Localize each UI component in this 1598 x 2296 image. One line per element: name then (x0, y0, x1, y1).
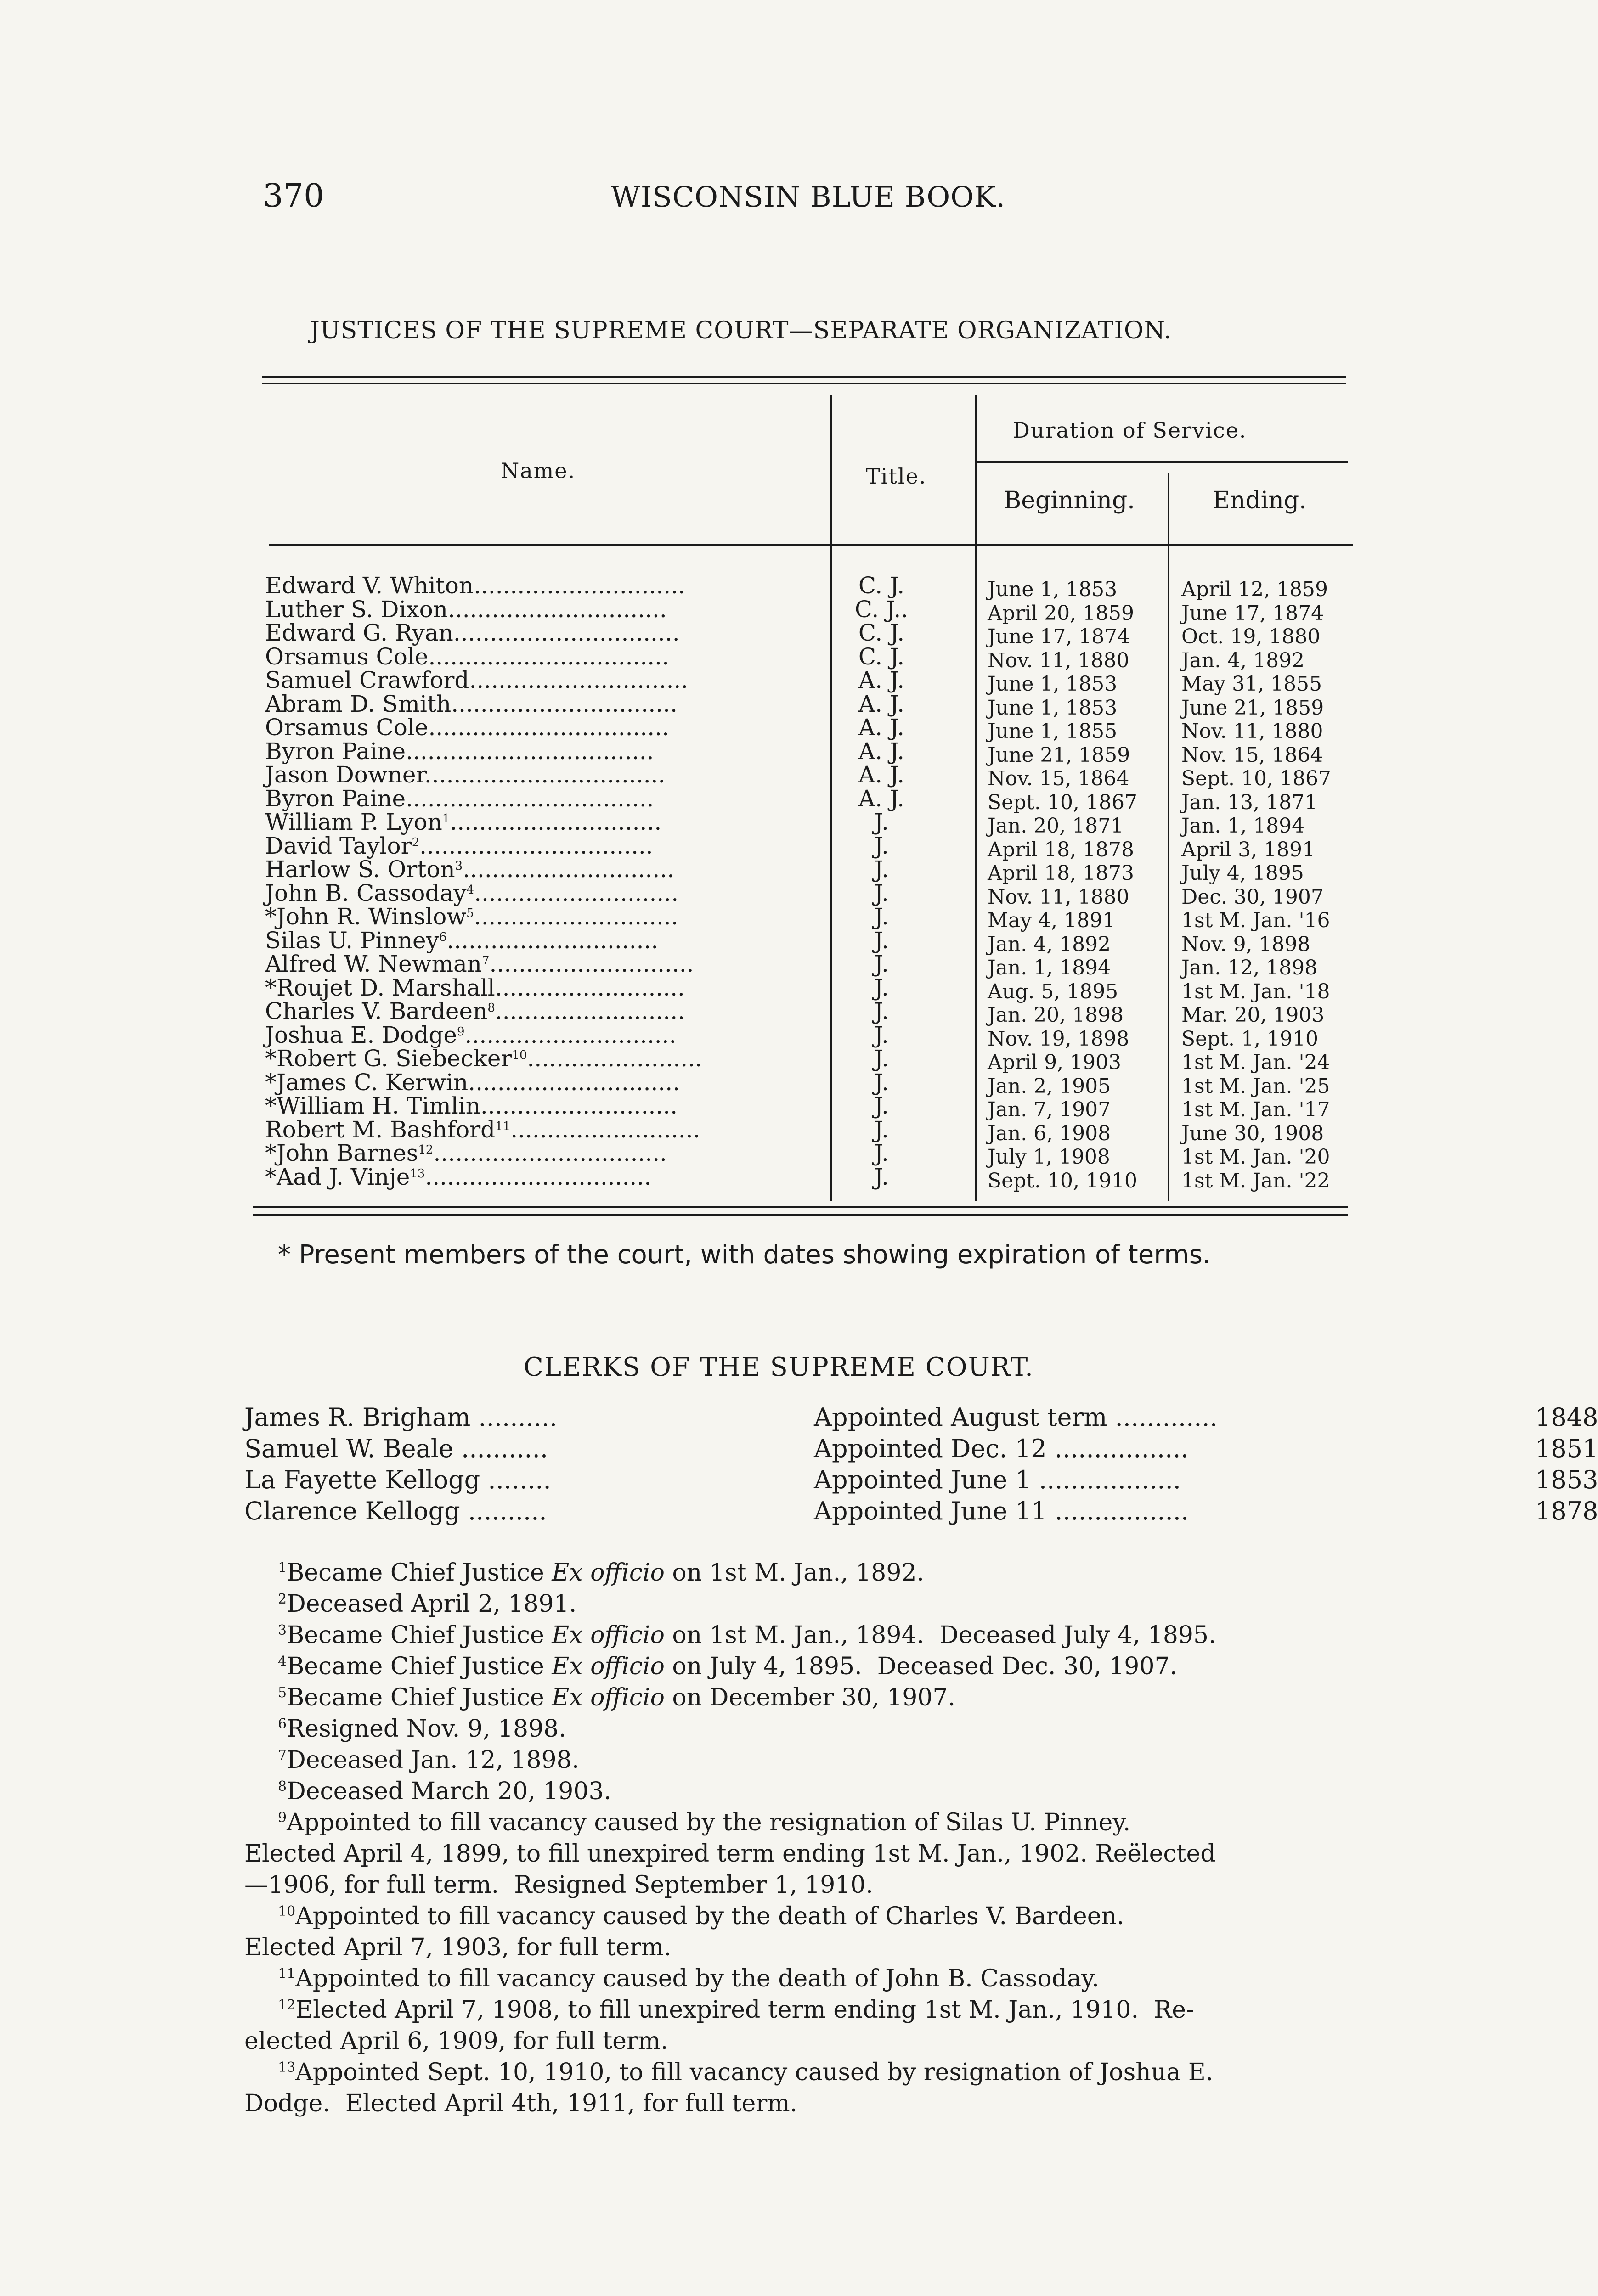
leader-dots: ................................. (428, 643, 669, 670)
justice-name: Byron Paine.................................. (265, 737, 654, 765)
leader-dots: ............................... (451, 690, 678, 717)
justice-ending: June 30, 1908 (1181, 1121, 1324, 1145)
justice-title: A. J. (858, 667, 904, 693)
justice-title: C. J. (858, 643, 905, 670)
footnote-line: Elected April 4, 1899, to fill unexpired term ending 1st M. Jan., 1902. Reëlected (244, 1840, 1216, 1868)
justice-ending: Mar. 20, 1903 (1181, 1003, 1325, 1027)
justice-ending: April 12, 1859 (1181, 578, 1328, 601)
justice-name: *Roujet D. Marshall.......................... (265, 974, 685, 1001)
justice-ending: June 21, 1859 (1181, 696, 1324, 720)
footnote-line: $^8$Deceased March 20, 1903. (278, 1778, 612, 1805)
leader-dots: .......................... (495, 998, 685, 1024)
justice-name: David Taylor$^2$................................ (265, 832, 653, 859)
justice-name: Orsamus Cole................................. (265, 643, 669, 670)
table-top-rule-thin (262, 383, 1346, 384)
leader-dots: .................................. (406, 785, 654, 812)
justice-beginning: Nov. 15, 1864 (988, 767, 1129, 790)
justice-ending: June 17, 1874 (1181, 601, 1324, 625)
footnote-line: $^{12}$Elected April 7, 1908, to fill unexpired term ending 1st M. Jan., 1910. Re- (278, 1996, 1194, 2024)
justice-beginning: April 20, 1859 (988, 601, 1135, 625)
clerk-name: Samuel W. Beale ........... (244, 1434, 548, 1463)
justice-name: *John R. Winslow$^5$............................ (265, 903, 678, 930)
justice-beginning: April 9, 1903 (988, 1051, 1122, 1074)
justice-ending: Oct. 19, 1880 (1181, 625, 1321, 648)
justice-name: Luther S. Dixon.............................. (265, 596, 667, 623)
justice-beginning: May 4, 1891 (988, 909, 1116, 932)
clerk-appointed: Appointed June 11 ................. (814, 1497, 1189, 1525)
justice-beginning: July 1, 1908 (988, 1145, 1110, 1169)
page-number: 370 (263, 177, 324, 214)
leader-dots: .......................... (510, 1116, 700, 1143)
justice-beginning: Aug. 5, 1895 (988, 979, 1118, 1003)
table-top-rule (262, 376, 1346, 378)
justice-beginning: Sept. 10, 1867 (988, 790, 1137, 814)
col-duration-header: Duration of Service. (1013, 418, 1247, 443)
leader-dots: ............................... (425, 1163, 652, 1190)
justice-name: Harlow S. Orton$^3$............................. (265, 856, 675, 883)
justice-ending: Sept. 10, 1867 (1181, 767, 1331, 790)
justice-title: A. J. (858, 785, 904, 812)
justice-name: William P. Lyon$^1$............................. (265, 809, 662, 835)
justice-beginning: Nov. 11, 1880 (988, 885, 1129, 909)
col-sep-2 (975, 395, 977, 1201)
justice-ending: Jan. 12, 1898 (1181, 956, 1318, 979)
footnote-line: Elected April 7, 1903, for full term. (244, 1934, 672, 1961)
leader-dots: ............................. (464, 1021, 677, 1048)
justice-ending: 1st M. Jan. '24 (1181, 1051, 1330, 1074)
justice-name: Orsamus Cole................................. (265, 714, 669, 741)
justice-ending: Jan. 1, 1894 (1181, 814, 1305, 838)
justice-ending: May 31, 1855 (1181, 672, 1322, 696)
clerk-year: 1878 (1535, 1497, 1598, 1525)
footnote-line: elected April 6, 1909, for full term. (244, 2027, 668, 2055)
table-bottom-rule-thick (253, 1214, 1348, 1216)
justice-name: *James C. Kerwin............................. (265, 1069, 680, 1096)
justice-title: A. J. (858, 737, 904, 765)
justice-beginning: June 1, 1853 (988, 578, 1118, 601)
clerk-appointed: Appointed August term ............. (814, 1403, 1218, 1432)
justice-beginning: April 18, 1873 (988, 861, 1135, 885)
justice-beginning-column (988, 578, 1137, 1193)
clerk-name: La Fayette Kellogg ........ (244, 1465, 551, 1494)
col-sep-3 (1168, 473, 1169, 1201)
justice-title: J. (874, 832, 889, 859)
justice-name: Robert M. Bashford$^{11}$.......................... (265, 1116, 700, 1143)
leader-dots: ................................ (433, 1140, 667, 1166)
col-title-header: Title. (866, 464, 927, 489)
justice-title: J. (874, 1092, 889, 1119)
justice-name: Silas U. Pinney$^6$............................. (265, 927, 659, 954)
justice-ending-column (1181, 578, 1331, 1193)
footnote-line: $^{10}$Appointed to fill vacancy caused by the death of Charles V. Bardeen. (278, 1902, 1124, 1930)
justice-beginning: June 21, 1859 (988, 743, 1130, 767)
justice-title: J. (874, 927, 889, 954)
justice-name: Byron Paine.................................. (265, 785, 654, 812)
clerk-year: 1853 (1535, 1465, 1598, 1494)
justice-name: *Robert G. Siebecker$^{10}$........................ (265, 1045, 702, 1072)
leader-dots: .................................. (406, 737, 654, 765)
justice-title: J. (874, 1069, 889, 1096)
leader-dots: ................................ (419, 832, 653, 859)
justice-beginning: Jan. 20, 1898 (988, 1003, 1124, 1027)
justice-title: J. (874, 809, 889, 835)
leader-dots: .............................. (469, 667, 689, 693)
justice-beginning: June 1, 1855 (988, 720, 1118, 743)
justice-title: J. (874, 1116, 889, 1143)
justice-title: J. (874, 903, 889, 930)
justice-beginning: June 1, 1853 (988, 672, 1118, 696)
leader-dots: ............................ (474, 879, 679, 906)
justice-ending: Dec. 30, 1907 (1181, 885, 1324, 909)
justice-ending: 1st M. Jan. '18 (1181, 979, 1330, 1003)
justice-title: A. J. (858, 714, 904, 741)
justice-ending: 1st M. Jan. '16 (1181, 909, 1330, 932)
justice-titles-column (832, 574, 931, 1189)
col-ending-header: Ending. (1213, 487, 1307, 514)
clerks-title: CLERKS OF THE SUPREME COURT. (524, 1352, 1034, 1382)
leader-dots: .......................... (495, 974, 685, 1001)
leader-dots: ................................. (428, 714, 669, 741)
leader-dots: ............................ (474, 903, 678, 930)
clerk-year: 1851 (1535, 1434, 1598, 1463)
justice-ending: Nov. 15, 1864 (1181, 743, 1323, 767)
justice-beginning: Jan. 20, 1871 (988, 814, 1124, 838)
footnote-line: $^5$Became Chief Justice Ex officio on December 30, 1907. (278, 1684, 955, 1711)
leader-dots: ............................... (453, 619, 680, 646)
justice-title: C. J. (858, 619, 905, 646)
leader-dots: ............................. (474, 572, 685, 599)
justice-ending: 1st M. Jan. '22 (1181, 1169, 1330, 1193)
clerk-name: Clarence Kellogg .......... (244, 1497, 547, 1525)
justice-name: Edward G. Ryan............................... (265, 619, 680, 646)
justice-name: Alfred W. Newman$^7$............................ (265, 951, 694, 977)
justice-name: Joshua E. Dodge$^9$............................. (265, 1021, 677, 1048)
clerk-year: 1848 (1535, 1403, 1598, 1432)
justice-title: J. (874, 1140, 889, 1166)
justice-ending: July 4, 1895 (1181, 861, 1304, 885)
header-bottom-rule (269, 544, 1353, 546)
leader-dots: ................................. (424, 761, 666, 788)
col-beginning-header: Beginning. (1004, 487, 1135, 514)
duration-rule (976, 461, 1348, 463)
table-title: JUSTICES OF THE SUPREME COURT—SEPARATE ORGANIZATION. (310, 317, 1172, 344)
footnote-line: Dodge. Elected April 4th, 1911, for full term. (244, 2090, 798, 2117)
justice-beginning: Jan. 4, 1892 (988, 932, 1111, 956)
justice-name: John B. Cassoday$^4$............................ (265, 879, 679, 906)
leader-dots: ............................ (489, 951, 694, 977)
leader-dots: ............................. (446, 927, 659, 954)
justice-title: A. J. (858, 690, 904, 717)
footnote-line: $^7$Deceased Jan. 12, 1898. (278, 1746, 580, 1774)
justice-name: Abram D. Smith............................... (265, 690, 678, 717)
justice-beginning: April 18, 1878 (988, 838, 1135, 861)
justice-name: Edward V. Whiton............................. (265, 572, 685, 599)
leader-dots: ............................. (463, 856, 675, 883)
table-bottom-rule (253, 1206, 1348, 1208)
footnote-line: $^{11}$Appointed to fill vacancy caused by the death of John B. Cassoday. (278, 1965, 1099, 1992)
clerk-name: James R. Brigham .......... (244, 1403, 558, 1432)
justice-ending: Nov. 11, 1880 (1181, 720, 1323, 743)
justice-title: J. (874, 1163, 889, 1190)
leader-dots: .............................. (447, 596, 667, 623)
justice-name: Samuel Crawford.............................. (265, 667, 689, 693)
justice-beginning: Nov. 11, 1880 (988, 648, 1129, 672)
footnote-line: $^6$Resigned Nov. 9, 1898. (278, 1715, 566, 1743)
justice-title: C. J. (858, 572, 905, 599)
justice-ending: 1st M. Jan. '25 (1181, 1074, 1330, 1098)
clerk-appointed: Appointed June 1 .................. (814, 1465, 1181, 1494)
justice-beginning: Sept. 10, 1910 (988, 1169, 1137, 1193)
footnote-line: —1906, for full term. Resigned September 1, 1910. (244, 1871, 874, 1899)
justice-ending: April 3, 1891 (1181, 838, 1316, 861)
justice-beginning: Jan. 2, 1905 (988, 1074, 1111, 1098)
justice-names-column (265, 574, 702, 1189)
clerk-appointed: Appointed Dec. 12 ................. (814, 1434, 1189, 1463)
justice-beginning: Jan. 1, 1894 (988, 956, 1111, 979)
justice-ending: 1st M. Jan. '17 (1181, 1098, 1330, 1121)
justice-title: J. (874, 998, 889, 1024)
justice-title: J. (874, 1045, 889, 1072)
justice-name: *Aad J. Vinje$^{13}$............................... (265, 1163, 652, 1190)
footnote-line: $^1$Became Chief Justice Ex officio on 1st M. Jan., 1892. (278, 1559, 925, 1587)
running-title: WISCONSIN BLUE BOOK. (611, 180, 1006, 214)
justice-title: J. (874, 856, 889, 883)
justice-title: A. J. (858, 761, 904, 788)
col-name-header: Name. (501, 458, 576, 483)
leader-dots: ............................. (450, 809, 662, 835)
footnote-line: $^{13}$Appointed Sept. 10, 1910, to fill vacancy caused by resignation of Joshua E. (278, 2059, 1214, 2086)
justice-ending: Jan. 13, 1871 (1181, 790, 1318, 814)
justice-title: J. (874, 879, 889, 906)
justice-name: Jason Downer................................. (265, 761, 666, 788)
justice-name: Charles V. Bardeen$^8$.......................... (265, 998, 685, 1024)
leader-dots: ............................. (468, 1069, 680, 1096)
justice-title: J. (874, 974, 889, 1001)
col-sep-1 (830, 395, 832, 1201)
justice-beginning: June 1, 1853 (988, 696, 1118, 720)
leader-dots: ........................... (480, 1092, 678, 1119)
footnote-line: $^9$Appointed to fill vacancy caused by the resignation of Silas U. Pinney. (278, 1809, 1131, 1836)
justice-beginning: Jan. 7, 1907 (988, 1098, 1111, 1121)
justice-title: C. J.. (854, 596, 909, 623)
justice-beginning: Jan. 6, 1908 (988, 1121, 1111, 1145)
justice-title: J. (874, 951, 889, 977)
footnote-line: $^2$Deceased April 2, 1891. (278, 1590, 577, 1618)
justice-name: *William H. Timlin........................... (265, 1092, 678, 1119)
justice-ending: Nov. 9, 1898 (1181, 932, 1310, 956)
footnote-line: $^3$Became Chief Justice Ex officio on 1st M. Jan., 1894. Deceased July 4, 1895. (278, 1621, 1216, 1649)
justice-beginning: June 17, 1874 (988, 625, 1130, 648)
justice-name: *John Barnes$^{12}$................................ (265, 1140, 667, 1166)
justice-title: J. (874, 1021, 889, 1048)
justice-ending: Jan. 4, 1892 (1181, 648, 1305, 672)
justice-ending: 1st M. Jan. '20 (1181, 1145, 1330, 1169)
justice-beginning: Nov. 19, 1898 (988, 1027, 1129, 1051)
footnote-line: $^4$Became Chief Justice Ex officio on July 4, 1895. Deceased Dec. 30, 1907. (278, 1653, 1178, 1680)
leader-dots: ........................ (527, 1045, 702, 1072)
justice-ending: Sept. 1, 1910 (1181, 1027, 1318, 1051)
present-members-note: * Present members of the court, with dates showing expiration of terms. (278, 1240, 1211, 1270)
